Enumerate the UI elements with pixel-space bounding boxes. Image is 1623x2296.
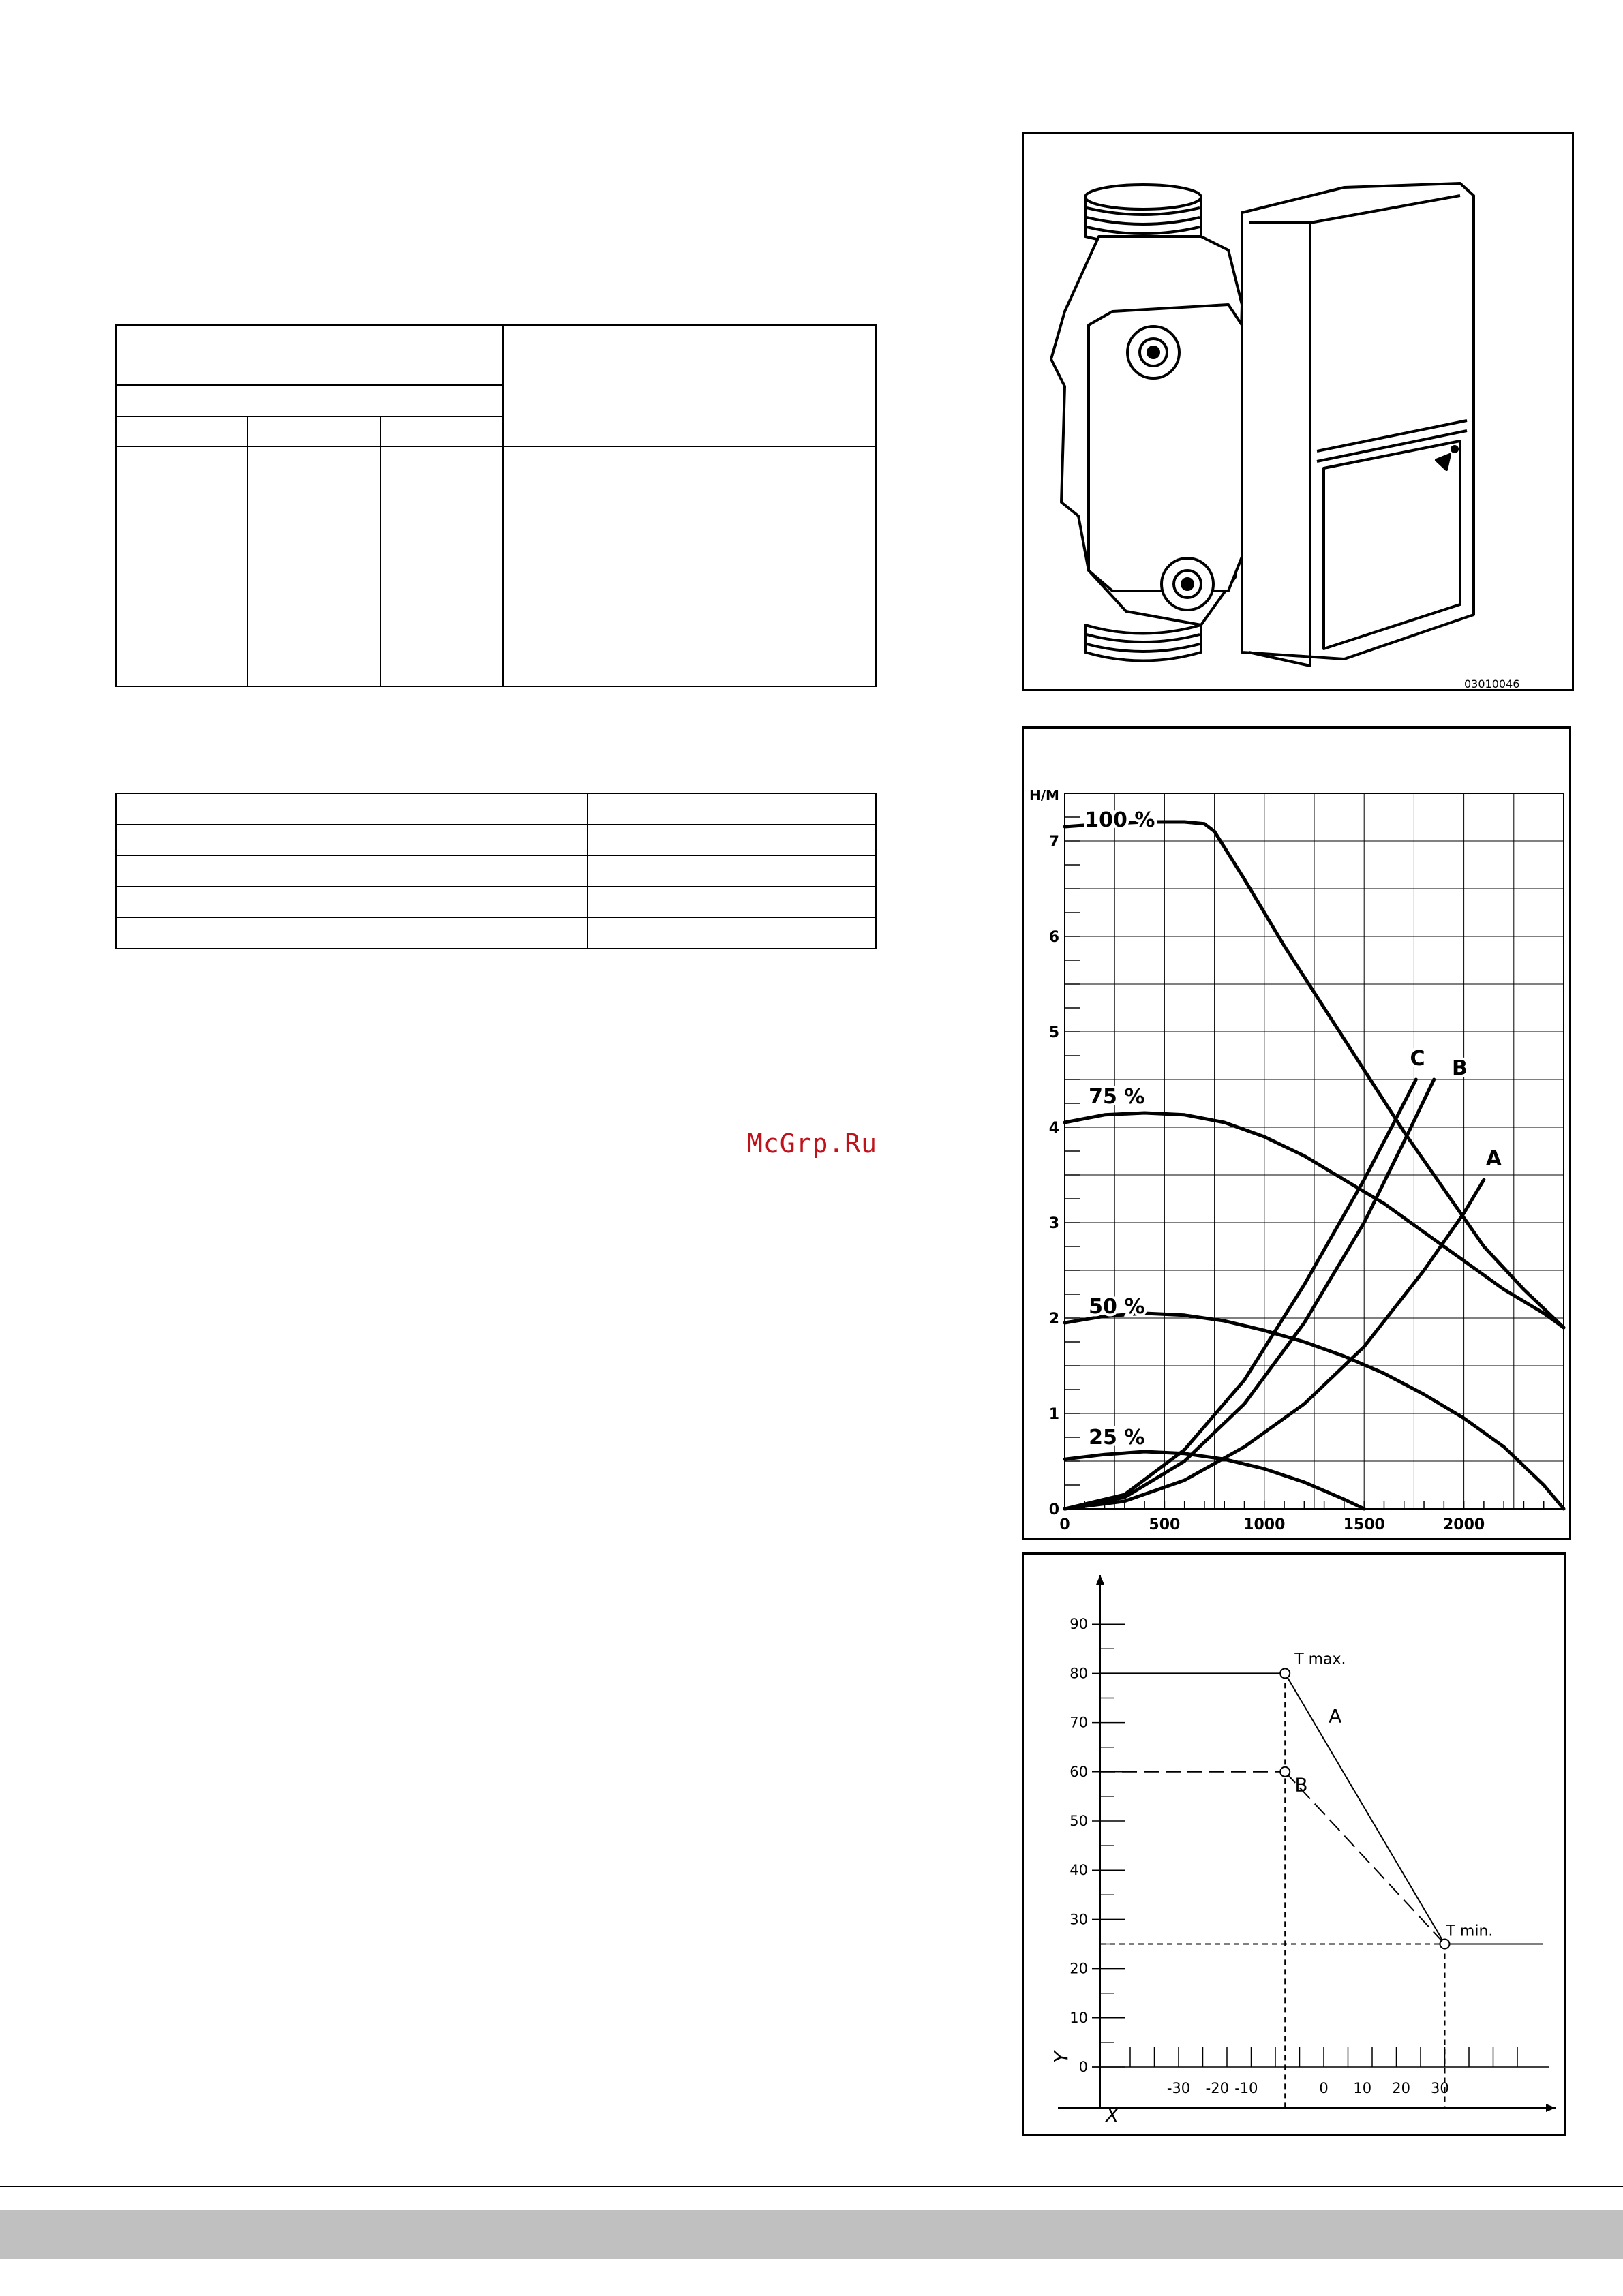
pump-curve-chart — [1022, 726, 1571, 1540]
data-point — [1440, 1940, 1450, 1949]
y-tick-label: 0 — [1048, 1501, 1059, 1518]
table-cell — [588, 887, 876, 918]
y-tick-label: 80 — [1070, 1665, 1088, 1682]
series-label: 75 % — [1089, 1085, 1145, 1109]
table-cell — [503, 325, 876, 446]
y-tick-label: 5 — [1048, 1024, 1059, 1041]
spec-table-bottom — [115, 793, 877, 949]
y-tick-label: 30 — [1070, 1911, 1088, 1928]
table-cell — [116, 855, 588, 887]
heating-curve-plot — [1024, 1555, 1564, 2134]
pump-curve-plot — [1024, 729, 1569, 1538]
series-label: B — [1294, 1773, 1308, 1796]
pump-figure — [1022, 132, 1574, 691]
y-tick-label: 2 — [1048, 1311, 1059, 1328]
data-point — [1280, 1668, 1290, 1678]
y-axis-label: H/M — [1029, 787, 1059, 803]
y-tick-label: 0 — [1078, 2059, 1088, 2075]
y-tick-label: 40 — [1070, 1862, 1088, 1879]
series-line — [1285, 1673, 1444, 1944]
y-tick-label: 50 — [1070, 1813, 1088, 1829]
y-tick-label: 20 — [1070, 1960, 1088, 1977]
table-cell — [116, 385, 503, 416]
table-cell — [116, 825, 588, 856]
x-axis-arrow — [1546, 2104, 1556, 2112]
heating-curve-chart — [1022, 1552, 1566, 2136]
x-tick-label: -20 — [1205, 2080, 1229, 2096]
annotation-tmax: T max. — [1294, 1651, 1346, 1668]
y-tick-label: 10 — [1070, 2009, 1088, 2026]
table-cell — [116, 917, 588, 949]
y-tick-label: 90 — [1070, 1616, 1088, 1633]
footer-bar — [0, 2210, 1623, 2259]
series-label: C — [1410, 1047, 1425, 1071]
x-tick-label: 10 — [1353, 2080, 1372, 2096]
series-line — [1285, 1772, 1444, 1944]
series-label: A — [1485, 1147, 1502, 1171]
series-label: 25 % — [1089, 1425, 1145, 1450]
x-tick-label: 2000 — [1442, 1516, 1485, 1533]
series-label: 50 % — [1089, 1295, 1145, 1319]
x-tick-label: 20 — [1392, 2080, 1410, 2096]
table-cell — [116, 446, 247, 686]
x-tick-label: -30 — [1166, 2080, 1191, 2096]
table-cell — [247, 446, 380, 686]
series-label: 100 % — [1084, 808, 1155, 832]
figure-code: 03010046 — [1464, 677, 1520, 689]
y-tick-label: 4 — [1048, 1120, 1059, 1137]
y-tick-label: 60 — [1070, 1763, 1088, 1780]
table-cell — [380, 416, 504, 446]
y-tick-label: 3 — [1048, 1215, 1059, 1232]
x-axis-label: X — [1106, 2104, 1119, 2126]
table-cell — [588, 855, 876, 887]
y-tick-label: 6 — [1048, 929, 1059, 946]
table-cell — [116, 416, 247, 446]
table-cell — [588, 793, 876, 825]
table-cell — [116, 793, 588, 825]
y-tick-label: 70 — [1070, 1714, 1088, 1731]
y-axis-arrow — [1096, 1575, 1104, 1585]
series-label: B — [1452, 1056, 1468, 1080]
annotation-tmin: T min. — [1446, 1923, 1493, 1940]
y-tick-label: 1 — [1048, 1406, 1059, 1423]
table-cell — [380, 446, 504, 686]
pump-illustration-icon — [1024, 134, 1572, 689]
y-tick-label: 7 — [1048, 833, 1059, 851]
data-point — [1280, 1767, 1290, 1777]
x-tick-label: 1000 — [1243, 1516, 1286, 1533]
x-tick-label: 500 — [1149, 1516, 1181, 1533]
x-tick-label: -10 — [1234, 2080, 1258, 2096]
y-axis-label: Y — [1050, 2051, 1072, 2063]
table-cell — [247, 416, 380, 446]
x-tick-label: 1500 — [1343, 1516, 1385, 1533]
table-cell — [503, 446, 876, 686]
x-tick-label: 0 — [1059, 1516, 1070, 1533]
watermark: McGrp.Ru — [747, 1129, 878, 1159]
table-cell — [116, 325, 503, 385]
series-label: A — [1329, 1704, 1342, 1728]
table-cell — [588, 825, 876, 856]
table-cell — [588, 917, 876, 949]
footer-rule — [0, 2186, 1623, 2187]
x-tick-label: 0 — [1319, 2080, 1329, 2096]
spec-table-top — [115, 324, 877, 687]
x-tick-label: 30 — [1431, 2080, 1449, 2096]
table-cell — [116, 887, 588, 918]
